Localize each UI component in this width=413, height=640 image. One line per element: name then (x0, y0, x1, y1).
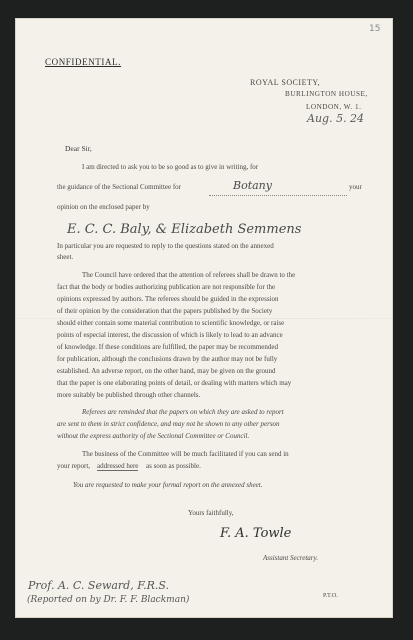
referees-line: are sent to them in strict confidence, and may not be shown to any other person (57, 420, 280, 428)
council-line: for publication, although the conclusions drawn by the author may not be fully (57, 355, 278, 363)
committee-dotted-line (209, 195, 347, 196)
request-line-2-post: your (349, 183, 362, 191)
council-line: established. An adverse report, on the other hand, may be given on the ground (57, 367, 276, 375)
council-line: more suitably be published through other channels. (57, 391, 201, 399)
council-line: that the paper is one elaborating points of detail, or dealing with matters which may (57, 379, 292, 387)
request-line-3: opinion on the enclosed paper by (57, 203, 150, 211)
request-line-1: I am directed to ask you to be so good as to give in writing, for (82, 163, 259, 171)
council-line: fact that the body or bodies authorizing publication are not responsible for the (57, 283, 276, 291)
signatory-title: Assistant Secretary. (263, 554, 318, 562)
salutation: Dear Sir, (65, 144, 92, 153)
address-line-1: ROYAL SOCIETY, (250, 78, 321, 87)
business-line-2-marked: addressed here (97, 462, 139, 470)
council-line: The Council have ordered that the attention of referees shall be drawn to the (82, 271, 296, 279)
council-line: of knowledge. If these conditions are fulfilled, the paper may be recommended (57, 343, 279, 351)
confidential-heading: CONFIDENTIAL. (45, 57, 122, 67)
request-line-6: sheet. (57, 253, 74, 261)
formal-report-line: You are requested to make your formal report on the annexed sheet. (73, 481, 263, 489)
business-line-1: The business of the Committee will be much facilitated if you can send in (82, 450, 289, 458)
handwritten-date: Aug. 5. 24 (307, 112, 365, 125)
pto-label: P.T.O. (323, 593, 338, 599)
handwritten-addressee: Prof. A. C. Seward, F.R.S. (28, 579, 170, 592)
request-line-2-pre: the guidance of the Sectional Committee for (57, 183, 182, 191)
address-line-3: LONDON, W. 1. (306, 103, 362, 111)
handwritten-committee: Botany (233, 179, 272, 192)
page-number: 15 (369, 24, 381, 34)
business-line-2-post: as soon as possible. (146, 462, 201, 470)
handwritten-signature: F. A. Towle (220, 526, 292, 541)
council-line: should either contain some material contribution to scientific knowledge, or raise (57, 319, 285, 327)
request-line-5: In particular you are requested to reply to the questions stated on the annexed (57, 242, 274, 250)
handwritten-authors: E. C. C. Baly, & Elizabeth Semmens (67, 222, 302, 237)
address-line-2: BURLINGTON HOUSE, (285, 90, 368, 98)
council-line: opinions expressed by authors. The referees should be guided in the expression (57, 295, 279, 303)
referees-line: Referees are reminded that the papers on which they are asked to report (82, 408, 284, 416)
business-line-2-pre: your report, (57, 462, 91, 470)
letter-sheet (15, 18, 393, 618)
referees-line: without the express authority of the Sectional Committee or Council. (57, 432, 250, 440)
closing: Yours faithfully, (188, 509, 234, 517)
council-line: of their opinion by the consideration that the papers published by the Society (57, 307, 273, 315)
council-line: points of especial interest, the discussion of which is likely to lead to an advance (57, 331, 283, 339)
handwritten-referee-note: (Reported on by Dr. F. F. Blackman) (27, 595, 190, 605)
